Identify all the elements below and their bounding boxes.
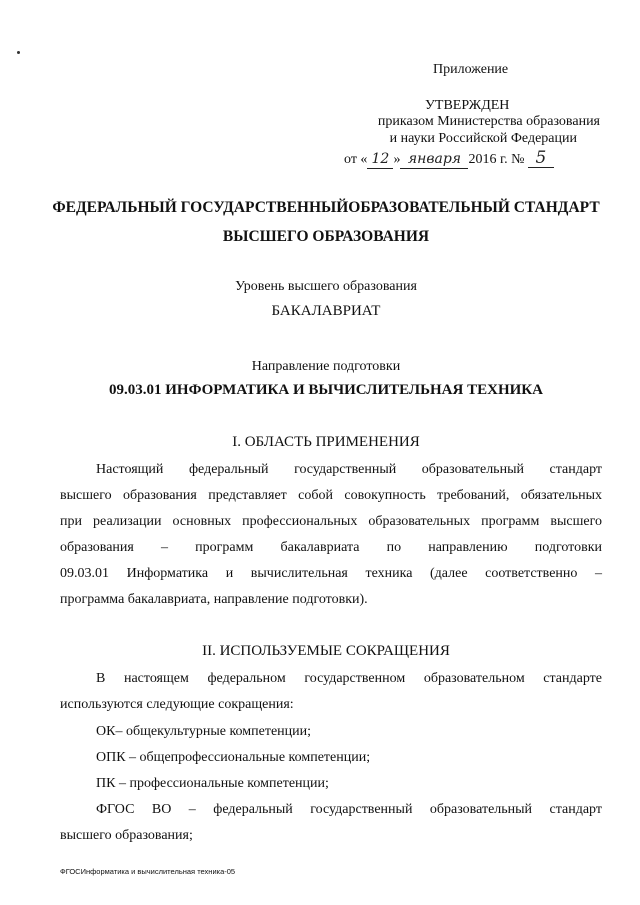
title-line-2: ВЫСШЕГО ОБРАЗОВАНИЯ [222, 228, 430, 245]
date-day: 12 [367, 150, 393, 169]
date-month: января [400, 150, 468, 169]
abbrev-item-pk: ПК – профессиональные компетенции; [96, 776, 329, 791]
direction-label: Направление подготовки [251, 359, 401, 374]
date-prefix: от « [344, 152, 368, 167]
scan-speck [17, 51, 20, 54]
abbrev-item-fgos-line-1: ФГОС ВО – федеральный государственный образовательный стандарт [96, 802, 602, 817]
section-1-line-1: Настоящий федеральный государственный образовательный стандарт [96, 462, 602, 477]
order-line-2: и науки Российской Федерации [389, 131, 577, 146]
approved-label: УТВЕРЖДЕН [425, 98, 510, 113]
title-line-1: ФЕДЕРАЛЬНЫЙ ГОСУДАРСТВЕННЫЙОБРАЗОВАТЕЛЬНЫЙ СТАНДАРТ [52, 199, 600, 216]
abbrev-item-opk: ОПК – общепрофессиональные компетенции; [96, 750, 371, 765]
abbrev-item-fgos-line-2: высшего образования; [60, 828, 193, 843]
appendix-label: Приложение [433, 62, 509, 77]
date-mid: » [393, 152, 401, 167]
date-year: 2016 г. № [468, 152, 525, 167]
footer-text: ФГОСИнформатика и вычислительная техника-05 [60, 867, 236, 876]
date-number: 5 [528, 149, 554, 168]
section-1-line-6: программа бакалавриата, направление подготовки). [60, 592, 368, 607]
section-2-intro-line-1: В настоящем федеральном государственном образовательном стандарте [96, 671, 602, 686]
order-line-1: приказом Министерства образования [377, 114, 600, 129]
level-label: Уровень высшего образования [235, 279, 417, 294]
level-value: БАКАЛАВРИАТ [271, 303, 381, 319]
section-1-line-5: 09.03.01 Информатика и вычислительная техника (далее соответственно – [60, 566, 602, 581]
direction-value: 09.03.01 ИНФОРМАТИКА И ВЫЧИСЛИТЕЛЬНАЯ ТЕХНИКА [108, 382, 543, 398]
section-2-intro-line-2: используются следующие сокращения: [60, 697, 294, 712]
abbrev-item-ok: ОК– общекультурные компетенции; [96, 724, 312, 739]
section-1-line-3: при реализации основных профессиональных образовательных программ высшего [60, 514, 602, 529]
order-date [344, 149, 554, 169]
section-1-heading: I. ОБЛАСТЬ ПРИМЕНЕНИЯ [232, 434, 420, 450]
section-1-line-4: образования – программ бакалавриата по направлению подготовки [60, 540, 602, 555]
section-1-line-2: высшего образования представляет собой совокупность требований, обязательных [60, 488, 602, 503]
section-2-heading: II. ИСПОЛЬЗУЕМЫЕ СОКРАЩЕНИЯ [202, 643, 450, 659]
